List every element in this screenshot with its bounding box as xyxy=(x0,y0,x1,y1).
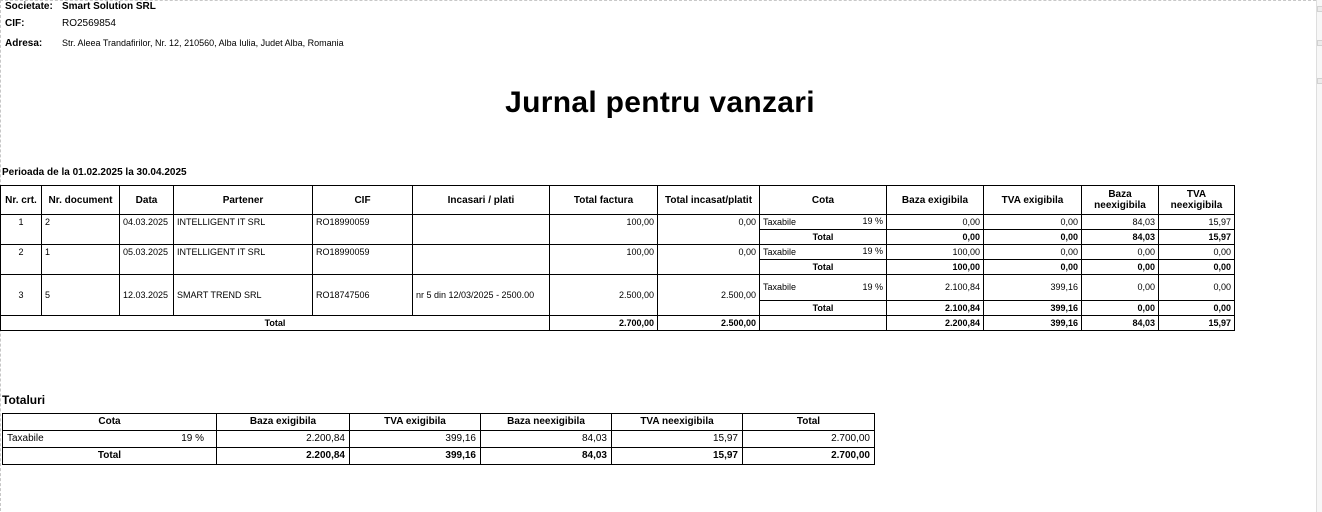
cell-tva-exigibila: 0,00 xyxy=(984,215,1082,230)
total-cota-empty xyxy=(760,316,887,331)
journal-header-row xyxy=(1,186,1235,215)
cota-label: Taxabile xyxy=(763,246,797,257)
totaluri-total-total: 2.700,00 xyxy=(743,448,875,465)
header-cif: CIF xyxy=(313,186,413,215)
cell-doc: 2 xyxy=(42,215,120,245)
total-incasat: 2.500,00 xyxy=(658,316,760,331)
cell-incasari: nr 5 din 12/03/2025 - 2500.00 xyxy=(413,275,550,316)
totaluri-total-row xyxy=(3,448,875,465)
totaluri-table xyxy=(2,413,875,465)
totaluri-header-cota: Cota xyxy=(3,414,217,431)
cell-baza-neexigibila: 84,03 xyxy=(1082,215,1159,230)
cell-sub-tva-exigibila: 0,00 xyxy=(984,260,1082,275)
viewer-scroll-panel[interactable] xyxy=(1316,0,1322,512)
cell-sub-baza-neexigibila: 0,00 xyxy=(1082,301,1159,316)
total-tva-exigibila: 399,16 xyxy=(984,316,1082,331)
cell-nr: 1 xyxy=(1,215,42,245)
totaluri-total-tva-exigibila: 399,16 xyxy=(350,448,481,465)
totaluri-cota-pct: 19 % xyxy=(181,433,204,444)
totaluri-cota-label: Taxabile xyxy=(7,433,44,444)
total-tva-neexigibila: 15,97 xyxy=(1159,316,1235,331)
company-address: Str. Aleea Trandafirilor, Nr. 12, 210560, Alba Iulia, Judet Alba, Romania xyxy=(62,38,344,48)
cell-nr: 3 xyxy=(1,275,42,316)
cell-sub-label: Total xyxy=(760,260,887,275)
totaluri-title: Totaluri xyxy=(2,393,46,407)
cell-sub-tva-neexigibila: 0,00 xyxy=(1159,301,1235,316)
cell-incasari xyxy=(413,215,550,245)
cota-pct: 19 % xyxy=(862,246,883,256)
cell-partener: INTELLIGENT IT SRL xyxy=(174,245,313,275)
cif-label: CIF: xyxy=(5,18,25,29)
total-baza-neexigibila: 84,03 xyxy=(1082,316,1159,331)
cell-doc: 1 xyxy=(42,245,120,275)
cell-total-incasat: 0,00 xyxy=(658,215,760,245)
header-data: Data xyxy=(120,186,174,215)
header-baza-exigibila: Baza exigibila xyxy=(887,186,984,215)
totaluri-tva-neexigibila: 15,97 xyxy=(612,431,743,448)
cell-sub-label: Total xyxy=(760,230,887,245)
cell-sub-baza-exigibila: 100,00 xyxy=(887,260,984,275)
cell-sub-baza-exigibila: 2.100,84 xyxy=(887,301,984,316)
table-total-row xyxy=(1,316,1235,331)
cell-total-incasat: 0,00 xyxy=(658,245,760,275)
header-tva-exigibila: TVA exigibila xyxy=(984,186,1082,215)
header-nr-document: Nr. document xyxy=(42,186,120,215)
cell-cif: RO18990059 xyxy=(313,215,413,245)
cell-tva-exigibila: 399,16 xyxy=(984,275,1082,301)
totaluri-total-tva-neexigibila: 15,97 xyxy=(612,448,743,465)
cell-doc: 5 xyxy=(42,275,120,316)
totaluri-baza-neexigibila: 84,03 xyxy=(481,431,612,448)
total-factura: 2.700,00 xyxy=(550,316,658,331)
cell-sub-label: Total xyxy=(760,301,887,316)
cell-tva-exigibila: 0,00 xyxy=(984,245,1082,260)
panel-marker xyxy=(1317,78,1322,84)
totaluri-total-baza-neexigibila: 84,03 xyxy=(481,448,612,465)
cell-nr: 2 xyxy=(1,245,42,275)
header-total-incasat: Total incasat/platit xyxy=(658,186,760,215)
cell-sub-baza-neexigibila: 0,00 xyxy=(1082,260,1159,275)
header-nr-crt: Nr. crt. xyxy=(1,186,42,215)
cell-partener: INTELLIGENT IT SRL xyxy=(174,215,313,245)
cell-baza-neexigibila: 0,00 xyxy=(1082,275,1159,301)
cell-baza-exigibila: 100,00 xyxy=(887,245,984,260)
cell-sub-baza-neexigibila: 84,03 xyxy=(1082,230,1159,245)
company-name-line xyxy=(5,1,156,13)
report-title: Jurnal pentru vanzari xyxy=(505,86,815,119)
header-baza-neexigibila: Baza neexigibila xyxy=(1082,186,1159,215)
cell-baza-exigibila: 0,00 xyxy=(887,215,984,230)
cell-total-factura: 2.500,00 xyxy=(550,275,658,316)
cell-tva-neexigibila: 15,97 xyxy=(1159,215,1235,230)
company-name: Smart Solution SRL xyxy=(62,1,156,12)
cell-total-incasat: 2.500,00 xyxy=(658,275,760,316)
cell-baza-neexigibila: 0,00 xyxy=(1082,245,1159,260)
cell-baza-exigibila: 2.100,84 xyxy=(887,275,984,301)
total-baza-exigibila: 2.200,84 xyxy=(887,316,984,331)
cell-data: 04.03.2025 xyxy=(120,215,174,245)
cell-sub-tva-exigibila: 0,00 xyxy=(984,230,1082,245)
totaluri-total-baza-exigibila: 2.200,84 xyxy=(217,448,350,465)
cell-cota xyxy=(760,275,887,301)
totaluri-tva-exigibila: 399,16 xyxy=(350,431,481,448)
cota-label: Taxabile xyxy=(763,282,797,292)
cota-label: Taxabile xyxy=(763,216,797,227)
totaluri-header-tva-exigibila: TVA exigibila xyxy=(350,414,481,431)
header-partener: Partener xyxy=(174,186,313,215)
cota-pct: 19 % xyxy=(862,216,883,226)
cell-sub-tva-neexigibila: 0,00 xyxy=(1159,260,1235,275)
totaluri-header-row xyxy=(3,414,875,431)
cell-sub-tva-exigibila: 399,16 xyxy=(984,301,1082,316)
report-period: Perioada de la 01.02.2025 la 30.04.2025 xyxy=(2,167,187,178)
totaluri-total: 2.700,00 xyxy=(743,431,875,448)
table-row xyxy=(1,275,1235,301)
cell-cota xyxy=(760,215,887,230)
company-address-line xyxy=(5,37,344,50)
table-row xyxy=(1,245,1235,260)
cell-tva-neexigibila: 0,00 xyxy=(1159,245,1235,260)
cell-cif: RO18990059 xyxy=(313,245,413,275)
header-total-factura: Total factura xyxy=(550,186,658,215)
header-cota: Cota xyxy=(760,186,887,215)
cell-data: 12.03.2025 xyxy=(120,275,174,316)
panel-marker xyxy=(1317,6,1322,12)
company-cif: RO2569854 xyxy=(62,18,116,29)
totaluri-total-label: Total xyxy=(3,448,217,465)
company-label: Societate: xyxy=(5,1,53,12)
totaluri-row xyxy=(3,431,875,448)
total-label: Total xyxy=(1,316,550,331)
totaluri-baza-exigibila: 2.200,84 xyxy=(217,431,350,448)
cell-tva-neexigibila: 0,00 xyxy=(1159,275,1235,301)
address-label: Adresa: xyxy=(5,38,43,49)
cell-sub-baza-exigibila: 0,00 xyxy=(887,230,984,245)
totaluri-header-baza-exigibila: Baza exigibila xyxy=(217,414,350,431)
header-tva-neexigibila: TVA neexigibila xyxy=(1159,186,1235,215)
totaluri-header-baza-neexigibila: Baza neexigibila xyxy=(481,414,612,431)
cell-partener: SMART TREND SRL xyxy=(174,275,313,316)
totaluri-header-total: Total xyxy=(743,414,875,431)
cell-cota xyxy=(760,245,887,260)
cell-cif: RO18747506 xyxy=(313,275,413,316)
cell-total-factura: 100,00 xyxy=(550,215,658,245)
cell-total-factura: 100,00 xyxy=(550,245,658,275)
panel-marker xyxy=(1317,40,1322,46)
cell-incasari xyxy=(413,245,550,275)
cota-pct: 19 % xyxy=(862,282,883,292)
totaluri-cota xyxy=(3,431,217,448)
totaluri-header-tva-neexigibila: TVA neexigibila xyxy=(612,414,743,431)
cell-sub-tva-neexigibila: 15,97 xyxy=(1159,230,1235,245)
table-row xyxy=(1,215,1235,230)
header-incasari: Incasari / plati xyxy=(413,186,550,215)
company-cif-line xyxy=(5,18,116,30)
journal-table xyxy=(0,185,1235,331)
cell-data: 05.03.2025 xyxy=(120,245,174,275)
